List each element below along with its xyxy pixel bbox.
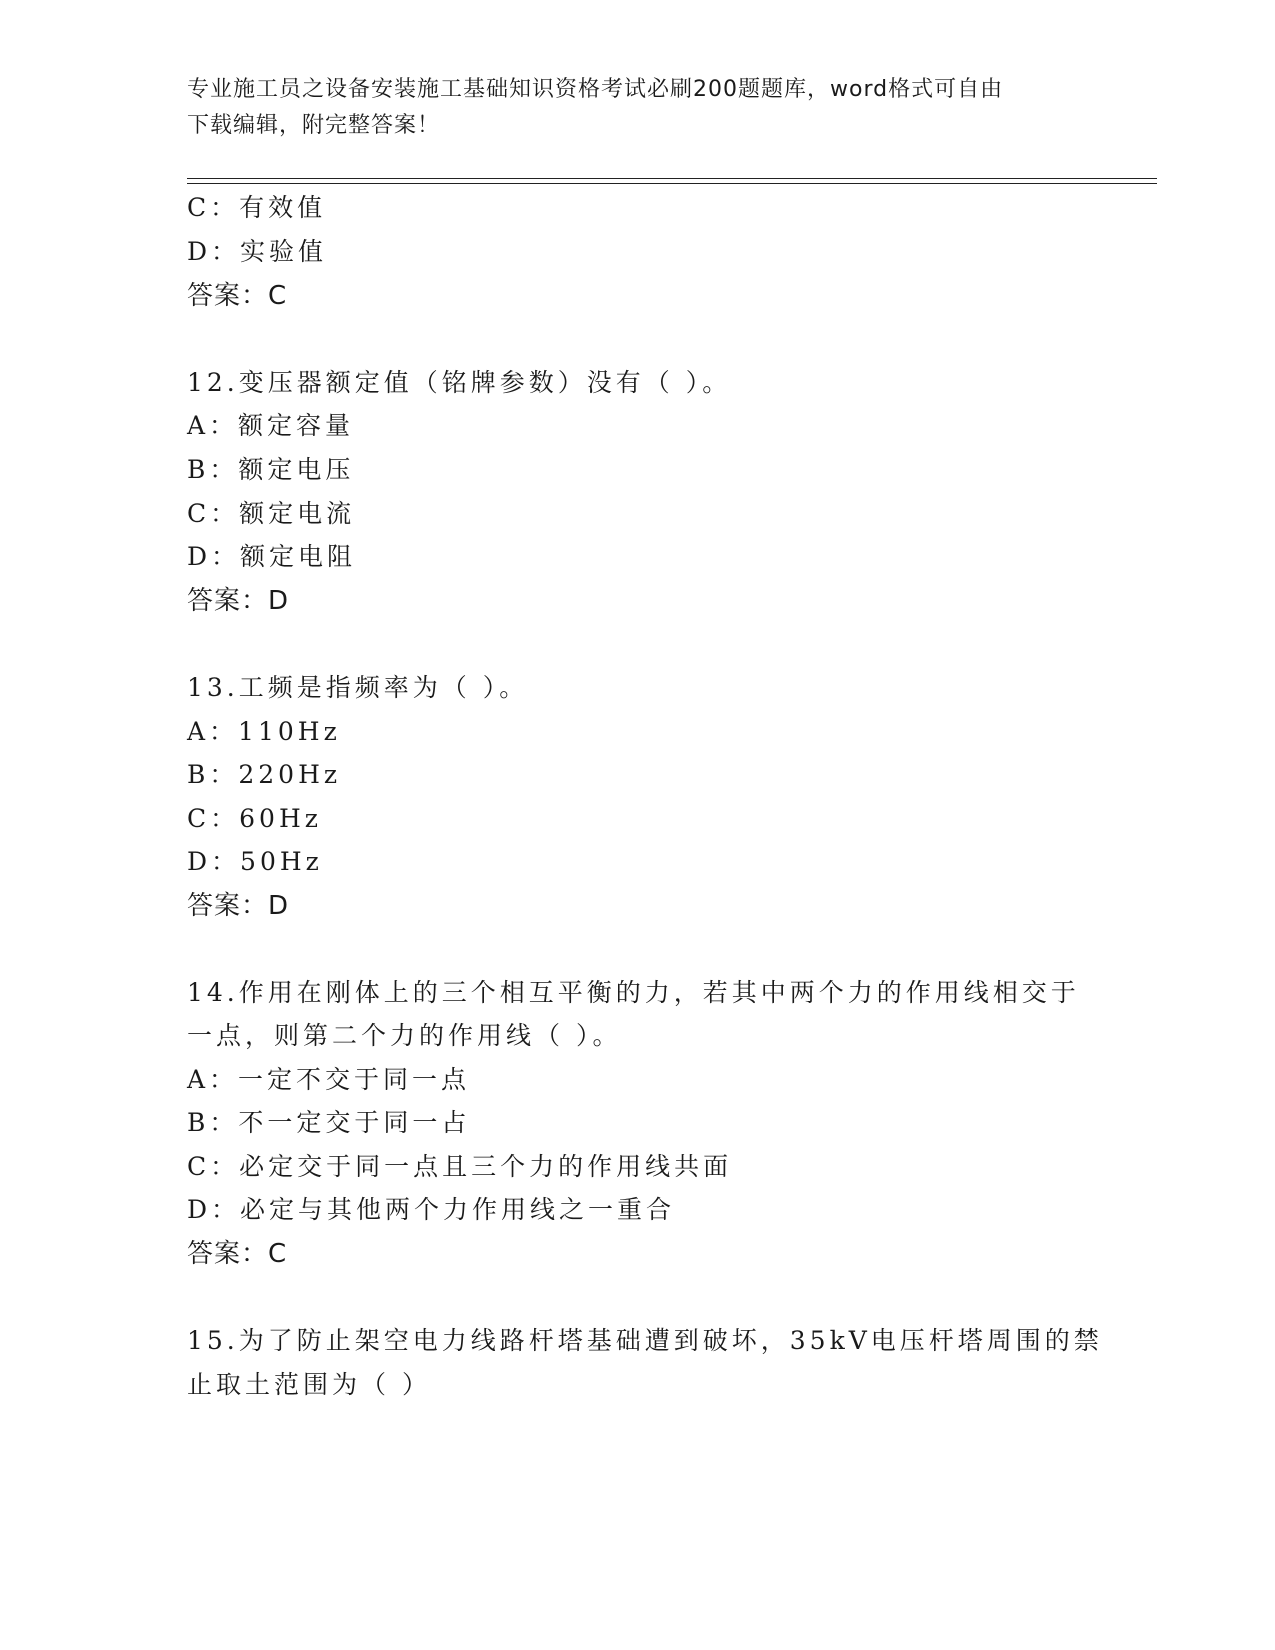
question-12-option-a: A：额定容量 — [187, 411, 355, 440]
header-title-line-2: 下载编辑，附完整答案！ — [187, 113, 441, 138]
question-13-stem: 13.工频是指频率为（ ）。 — [187, 673, 529, 702]
option-c: C：有效值 — [187, 193, 327, 222]
header-divider-bottom — [187, 183, 1157, 184]
header-divider-top — [187, 178, 1157, 179]
question-13-option-a: A：110Hz — [187, 717, 341, 746]
question-14-answer: 答案：C — [187, 1239, 288, 1269]
answer: 答案：C — [187, 281, 288, 311]
question-12-option-c: C：额定电流 — [187, 499, 356, 528]
question-14-option-a: A：一定不交于同一点 — [187, 1065, 471, 1094]
question-14-stem-line-1: 14.作用在刚体上的三个相互平衡的力，若其中两个力的作用线相交于 — [187, 978, 1080, 1007]
question-14-option-c: C：必定交于同一点且三个力的作用线共面 — [187, 1152, 733, 1181]
question-12-stem: 12.变压器额定值（铭牌参数）没有（ ）。 — [187, 368, 732, 397]
question-15-stem-line-2: 止取土范围为（ ） — [187, 1370, 431, 1399]
question-13-answer: 答案：D — [187, 891, 290, 921]
question-12-answer: 答案：D — [187, 586, 290, 616]
question-14-stem-line-2: 一点，则第二个力的作用线（ ）。 — [187, 1021, 622, 1050]
question-15-stem-line-1: 15.为了防止架空电力线路杆塔基础遭到破坏，35kV电压杆塔周围的禁 — [187, 1326, 1103, 1355]
question-14-option-d: D：必定与其他两个力作用线之一重合 — [187, 1195, 676, 1224]
question-12-option-b: B：额定电压 — [187, 455, 355, 484]
option-d: D：实验值 — [187, 237, 328, 266]
question-13-option-c: C：60Hz — [187, 804, 322, 833]
question-14-option-b: B：不一定交于同一占 — [187, 1108, 471, 1137]
question-12-option-d: D：额定电阻 — [187, 542, 357, 571]
question-13-option-b: B：220Hz — [187, 760, 342, 789]
header-title-line-1: 专业施工员之设备安装施工基础知识资格考试必刷200题题库，word格式可自由 — [187, 77, 1004, 102]
question-13-option-d: D：50Hz — [187, 847, 323, 876]
page-header — [187, 72, 1087, 144]
